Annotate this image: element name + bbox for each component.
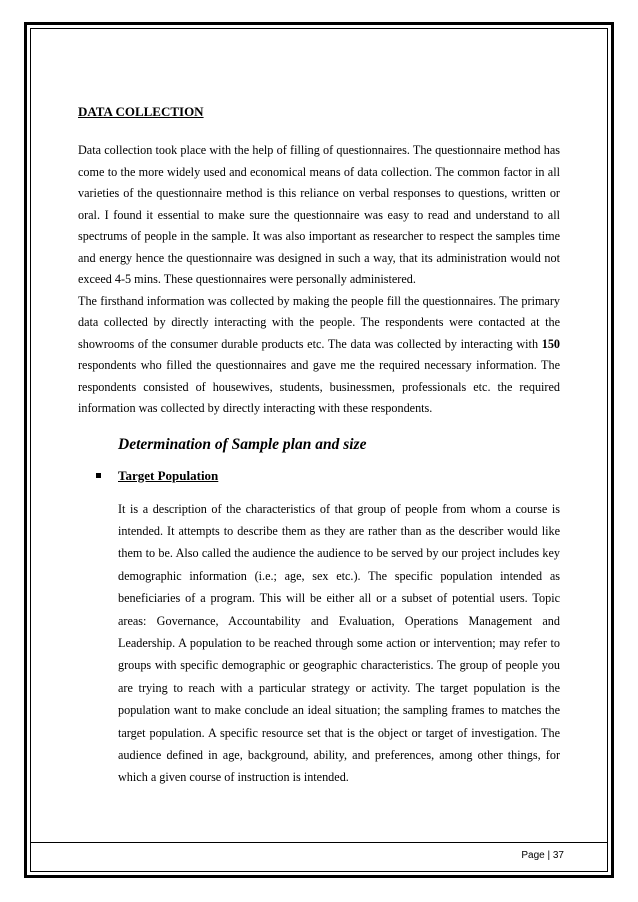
footer-divider <box>30 842 608 843</box>
page-number: Page | 37 <box>521 850 564 861</box>
bullet-label: Target Population <box>118 467 219 483</box>
paragraph-text-before: The firsthand information was collected by making the people fill the questionnaires. The primary data collected by directly interacting with the people. The respondents were contacted at the showrooms of the consumer durable products etc. The data was collected by interacting with <box>78 293 560 351</box>
paragraph-target-population: It is a description of the characteristics of that group of people from whom a course is intended. It attempts to describe them as they are rather than as the describer would like them to be. Also called the audience the audience to be served by our project includes key demographic information (i.e.; age, sex etc.). The specific population intended as beneficiaries of a program. This will be either all or a subset of potential users. Topic areas: Governance, Accountability and Evaluation, Operations Management and Leadership. A population to be reached through some action or intervention; may refer to groups with specific demographic or geographic characteristics. The group of people you are trying to reach with a particular strategy or activity. The target population is the population want to make conclude an ideal situation; the sampling frames to matches the target population. A specific resource set that is the object or target of investigation. The audience defined in age, background, ability, and preferences, among other things, for which a given course of instruction is intended. <box>118 501 560 785</box>
bullet-item <box>96 468 560 484</box>
subsection-title: Determination of Sample plan and size <box>118 435 367 453</box>
document-body <box>78 104 560 789</box>
paragraph-firsthand-info <box>78 291 560 420</box>
page-footer <box>30 842 608 872</box>
paragraph-text-after: respondents who filled the questionnaires and gave me the required necessary information. The respondents consisted of housewives, students, businessmen, professionals etc. the required information was collected by directly interacting with these respondents. <box>78 358 560 415</box>
section-heading: DATA COLLECTION <box>78 104 204 119</box>
indented-block <box>118 498 560 789</box>
respondent-count: 150 <box>541 336 560 351</box>
paragraph-data-collection: Data collection took place with the help of filling of questionnaires. The questionnaire method has come to the more widely used and economical means of data collection. The common factor in all varieties of the questionnaire method is this reliance on verbal responses to questions, written or oral. I found it essential to make sure the questionnaire was easy to read and understand to all spectrums of people in the sample. It was also important as researcher to respect the samples time and energy hence the questionnaire was designed in such a way, that its administration would not exceed 4-5 mins. These questionnaires were personally administered. <box>78 143 560 286</box>
square-bullet-icon <box>96 473 101 478</box>
